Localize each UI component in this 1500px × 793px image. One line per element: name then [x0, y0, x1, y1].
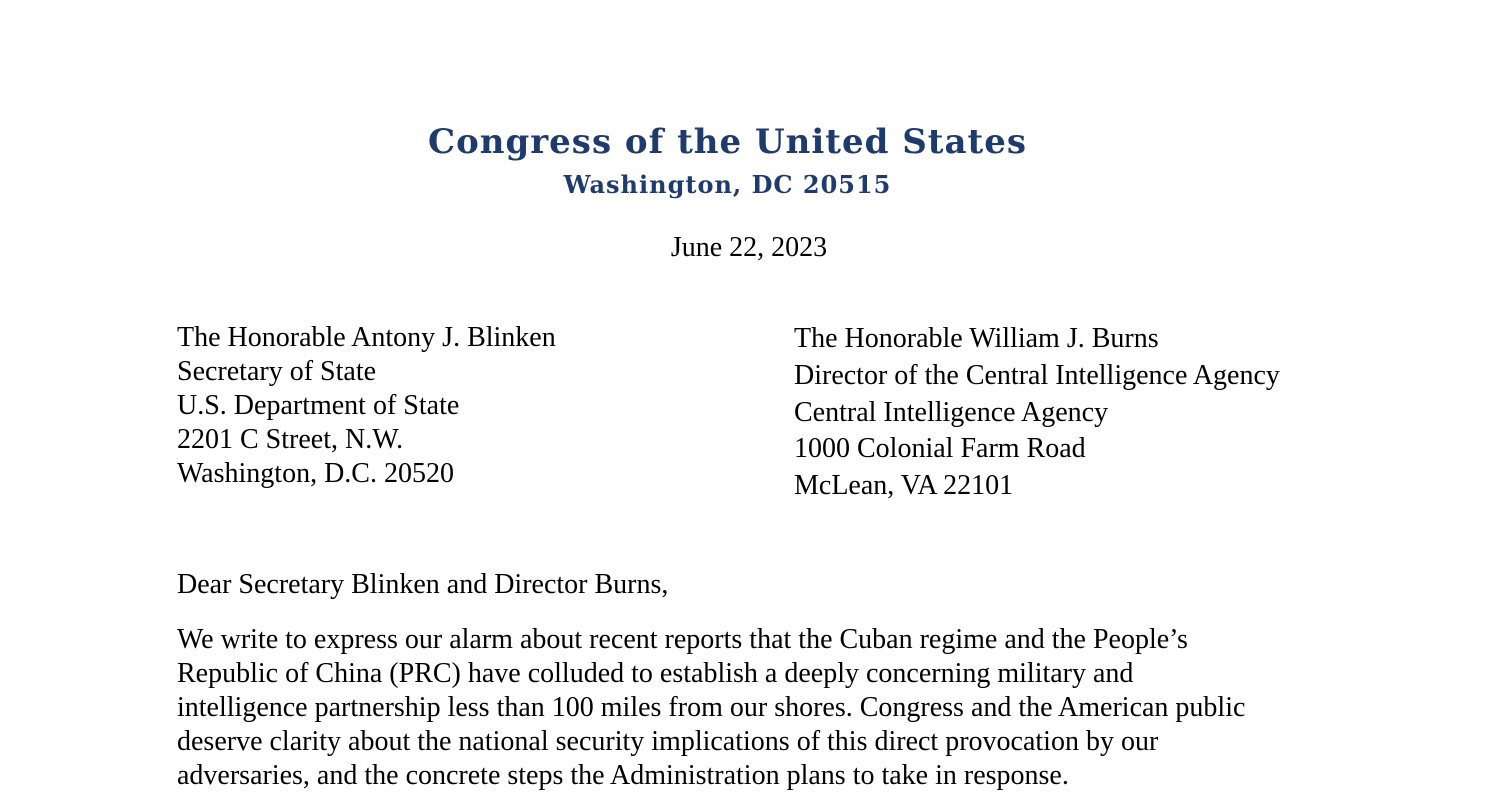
salutation: Dear Secretary Blinken and Director Burns, [177, 569, 669, 600]
body-line: deserve clarity about the national security implications of this direct provocation by our [177, 726, 1159, 757]
body-line: Republic of China (PRC) have colluded to establish a deeply concerning military and [177, 658, 1134, 689]
body-line: intelligence partnership less than 100 miles from our shores. Congress and the American public [177, 692, 1246, 723]
letterhead-title: Congress of the United States [428, 122, 1027, 162]
address-line: Secretary of State [177, 356, 377, 387]
letterhead-subtitle: Washington, DC 20515 [563, 170, 892, 199]
address-line: Central Intelligence Agency [794, 396, 1109, 428]
body-line: We write to express our alarm about recent reports that the Cuban regime and the People’s [177, 624, 1188, 655]
address-line: The Honorable William J. Burns [794, 323, 1159, 354]
address-line: 1000 Colonial Farm Road [794, 433, 1086, 465]
address-line: McLean, VA 22101 [794, 470, 1014, 502]
address-line: Director of the Central Intelligence Agency [794, 359, 1280, 391]
recipient-address-blinken [177, 321, 556, 491]
address-line: 2201 C Street, N.W. [177, 424, 404, 455]
recipient-address-burns [794, 321, 1280, 505]
body-paragraph [177, 623, 1245, 793]
address-line: Washington, D.C. 20520 [177, 458, 454, 489]
address-line: U.S. Department of State [177, 390, 460, 421]
letter-date: June 22, 2023 [670, 232, 828, 263]
body-line: adversaries, and the concrete steps the Administration plans to take in response. [177, 760, 1069, 791]
address-line: The Honorable Antony J. Blinken [177, 322, 556, 353]
